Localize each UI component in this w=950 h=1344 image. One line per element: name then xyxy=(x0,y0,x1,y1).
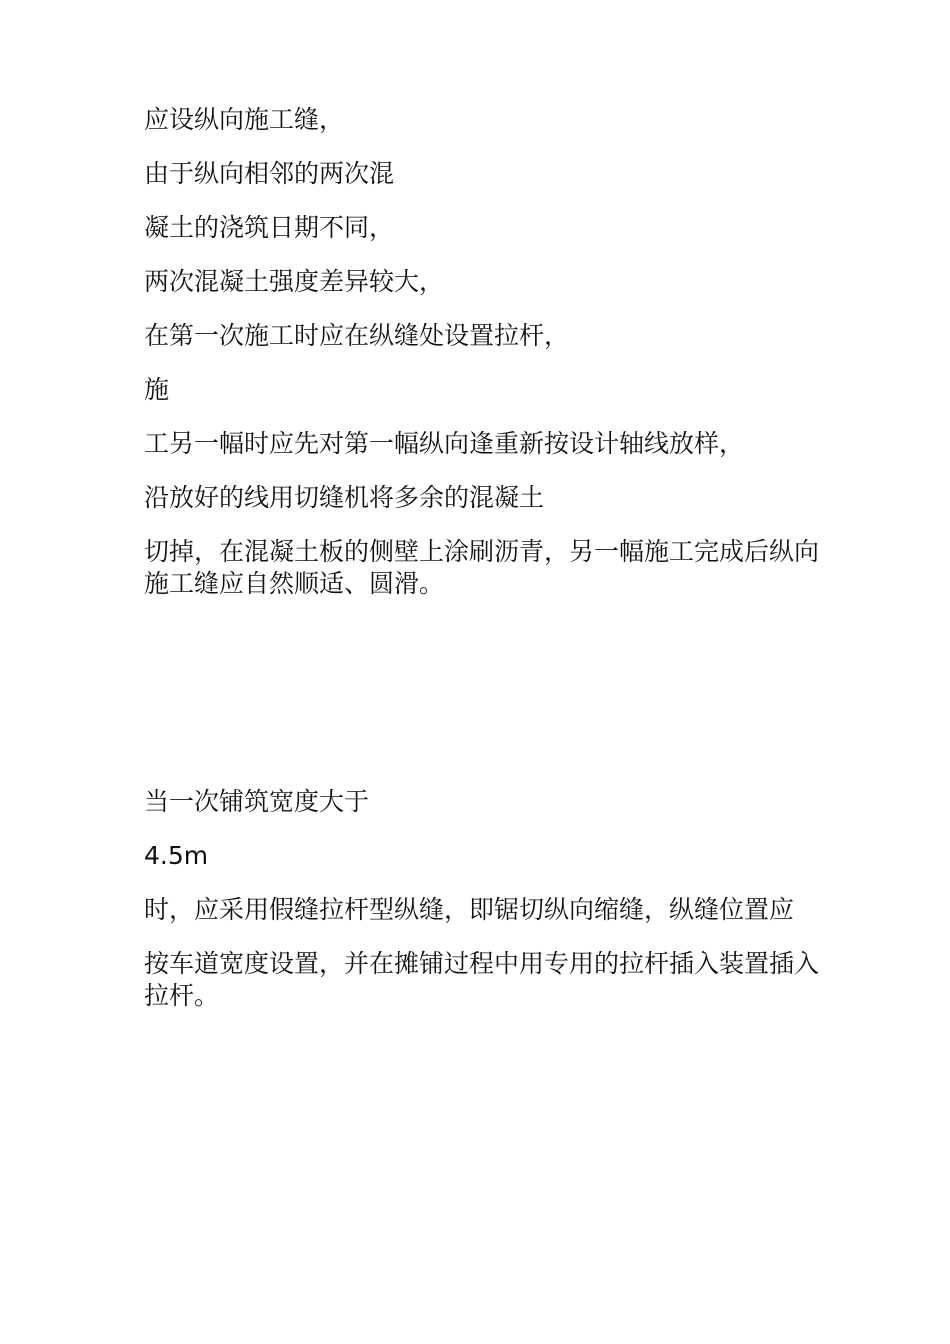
paragraph-line: 施 xyxy=(144,375,170,404)
paragraph-line: 两次混凝土强度差异较大， xyxy=(144,267,445,296)
paragraph-line: 4.5m xyxy=(144,841,209,870)
paragraph-line: 沿放好的线用切缝机将多余的混凝土 xyxy=(144,483,545,512)
paragraph-line: 按车道宽度设置，并在摊铺过程中用专用的拉杆插入装置插入拉杆。 xyxy=(144,949,820,1010)
paragraph-line: 当一次铺筑宽度大于 xyxy=(144,787,370,816)
paragraph-line: 切掉，在混凝土板的侧壁上涂刷沥青，另一幅施工完成后纵向施工缝应自然顺适、圆滑。 xyxy=(144,537,820,598)
paragraph-line: 应设纵向施工缝， xyxy=(144,105,345,134)
paragraph-line: 凝土的浇筑日期不同， xyxy=(144,213,395,242)
paragraph-line: 时，应采用假缝拉杆型纵缝，即锯切纵向缩缝，纵缝位置应 xyxy=(144,895,795,924)
paragraph-line: 在第一次施工时应在纵缝处设置拉杆， xyxy=(144,321,570,350)
paragraph-line: 工另一幅时应先对第一幅纵向逢重新按设计轴线放样， xyxy=(144,429,745,458)
paragraph-line: 由于纵向相邻的两次混 xyxy=(144,159,395,188)
